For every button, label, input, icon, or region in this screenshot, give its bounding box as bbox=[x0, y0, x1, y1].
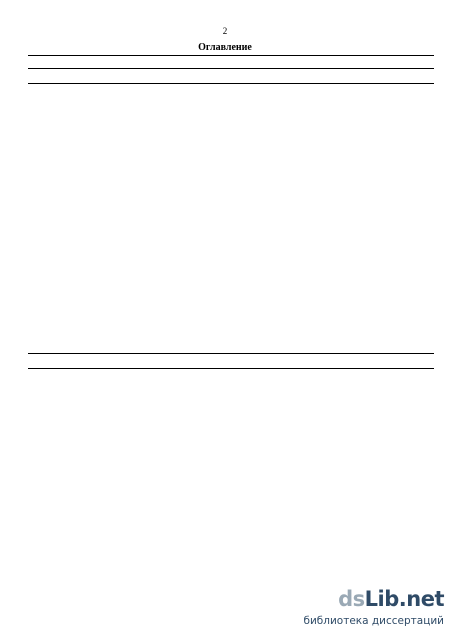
toc-title: Оглавление bbox=[198, 42, 252, 53]
rule-top bbox=[28, 55, 434, 56]
dslib-subtitle: библиотека диссертаций bbox=[303, 615, 444, 627]
dslib-watermark bbox=[303, 587, 448, 633]
rule-3 bbox=[28, 83, 434, 84]
rule-2 bbox=[28, 68, 434, 69]
rule-4 bbox=[28, 353, 434, 354]
page-number: 2 bbox=[222, 26, 228, 36]
rule-5 bbox=[28, 368, 434, 369]
dslib-logo: dsLib.net bbox=[338, 587, 444, 611]
